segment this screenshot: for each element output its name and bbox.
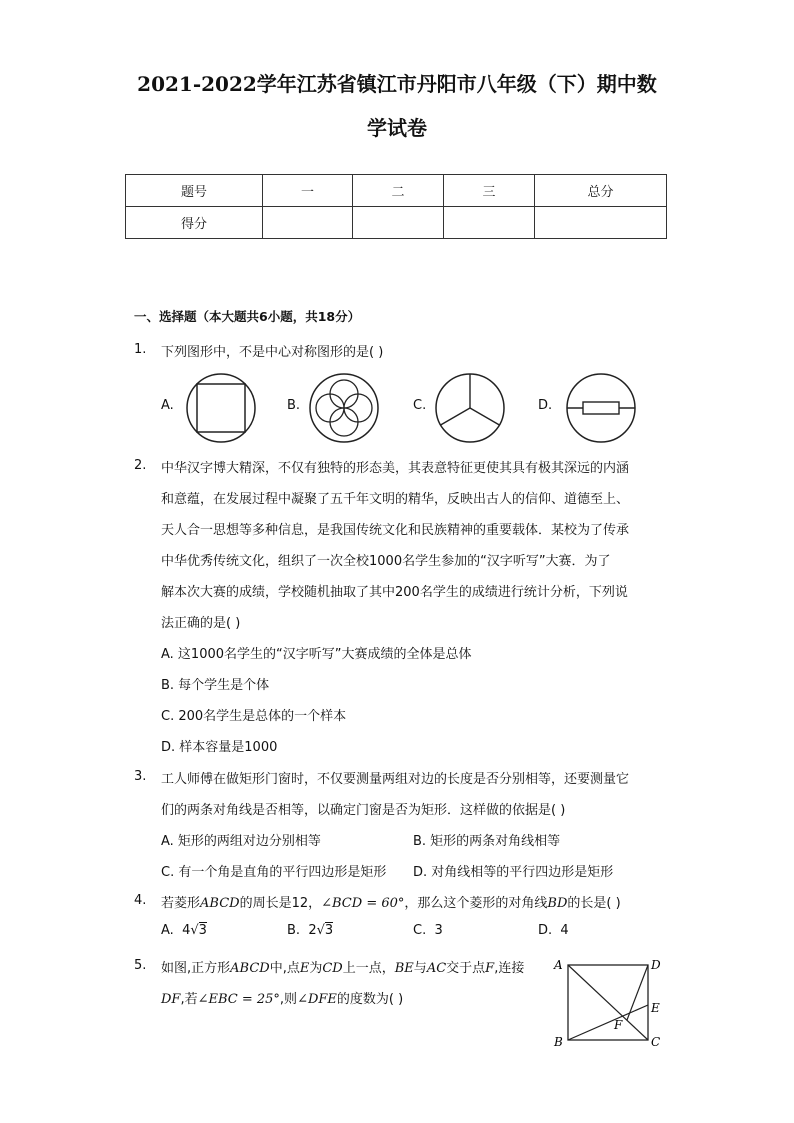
option-d: D. 对角线相等的平行四边形是矩形 bbox=[413, 865, 614, 880]
math-expression: ∠BCD = 60° bbox=[321, 896, 405, 911]
option-label: B. bbox=[287, 923, 301, 938]
stem-text: 的长是( ) bbox=[567, 896, 621, 911]
page-title-line2: 学试卷 bbox=[367, 116, 427, 140]
score-table-header-row bbox=[126, 175, 667, 207]
figure-circle-three-radii bbox=[434, 372, 506, 444]
math-expression: ABCD bbox=[200, 896, 240, 911]
question-text-line: 解本次大赛的成绩，学校随机抽取了其中200名学生的成绩进行统计分析，下列说 bbox=[161, 585, 628, 600]
option-c: C. 200名学生是总体的一个样本 bbox=[161, 709, 347, 724]
math-expression: E bbox=[299, 961, 310, 976]
stem-text: 中,点 bbox=[269, 961, 300, 976]
question-stem bbox=[161, 892, 621, 911]
option-label: D. bbox=[538, 923, 553, 938]
stem-text: ,则 bbox=[279, 992, 298, 1007]
figure-circle-petals bbox=[308, 372, 380, 444]
question-stem: 下列图形中，不是中心对称图形的是( ) bbox=[161, 345, 384, 360]
radicand: 3 bbox=[324, 923, 334, 938]
question-text-line: 们的两条对角线是否相等，以确定门窗是否为矩形．这样做的依据是( ) bbox=[161, 803, 566, 818]
option-value: 4 bbox=[560, 923, 569, 938]
option-label: C. bbox=[413, 923, 427, 938]
figure-circle-square bbox=[185, 372, 257, 444]
vertex-label-b: B bbox=[554, 1035, 563, 1049]
vertex-label-a: A bbox=[554, 958, 563, 972]
stem-text: 为 bbox=[309, 961, 323, 976]
math-expression: F bbox=[485, 961, 495, 976]
section-heading: 一、选择题（本大题共6小题，共18分） bbox=[134, 309, 361, 324]
score-header-cell: 总分 bbox=[535, 175, 667, 207]
score-header-cell: 三 bbox=[444, 175, 535, 207]
point-label-f: F bbox=[614, 1018, 623, 1032]
sqrt-symbol: √ bbox=[316, 923, 325, 938]
score-header-cell: 一 bbox=[263, 175, 353, 207]
question-text-line: 中华优秀传统文化，组织了一次全校1000名学生参加的“汉字听写”大赛．为了 bbox=[161, 554, 611, 569]
question-number: 5. bbox=[134, 958, 147, 973]
math-expression: ∠EBC = 25° bbox=[197, 992, 280, 1007]
question-text-line bbox=[161, 988, 403, 1007]
option-value: 3 bbox=[434, 923, 443, 938]
option-d bbox=[538, 923, 569, 938]
question-number: 1. bbox=[134, 342, 147, 357]
option-label: A. bbox=[161, 923, 174, 938]
score-header-cell: 二 bbox=[353, 175, 444, 207]
question-text-line: 和意蕴，在发展过程中凝聚了五千年文明的精华，反映出古人的信仰、道德至上、 bbox=[161, 492, 630, 507]
sqrt-symbol: √ bbox=[190, 923, 199, 938]
point-label-e: E bbox=[651, 1001, 660, 1015]
figure-circle-rectangle bbox=[565, 372, 637, 444]
score-cell bbox=[444, 207, 535, 239]
option-b: B. 每个学生是个体 bbox=[161, 678, 270, 693]
math-expression: BE bbox=[394, 961, 414, 976]
option-c: C. 有一个角是直角的平行四边形是矩形 bbox=[161, 865, 387, 880]
stem-text: 如图,正方形 bbox=[161, 961, 231, 976]
option-b bbox=[287, 923, 333, 938]
square-figure bbox=[550, 955, 665, 1050]
stem-text: 的周长是12， bbox=[239, 896, 322, 911]
option-d: D. 样本容量是1000 bbox=[161, 740, 278, 755]
math-expression: ABCD bbox=[230, 961, 270, 976]
math-expression: AC bbox=[426, 961, 447, 976]
option-label: D. bbox=[538, 398, 553, 413]
score-header-cell: 题号 bbox=[126, 175, 263, 207]
math-expression: DF bbox=[161, 992, 181, 1007]
question-number: 2. bbox=[134, 458, 147, 473]
score-cell bbox=[535, 207, 667, 239]
math-expression: ∠DFE bbox=[297, 992, 337, 1007]
option-label: B. bbox=[287, 398, 301, 413]
score-table-row bbox=[126, 207, 667, 239]
option-a bbox=[161, 923, 207, 938]
question-number: 4. bbox=[134, 893, 147, 908]
question-text-line: 法正确的是( ) bbox=[161, 616, 241, 631]
score-row-label: 得分 bbox=[126, 207, 263, 239]
question-number: 3. bbox=[134, 769, 147, 784]
stem-text: 的度数为( ) bbox=[336, 992, 404, 1007]
score-table bbox=[125, 174, 667, 239]
coefficient: 2 bbox=[308, 923, 317, 938]
option-b: B. 矩形的两条对角线相等 bbox=[413, 834, 561, 849]
stem-text: 与 bbox=[413, 961, 427, 976]
page-title: 2021-2022学年江苏省镇江市丹阳市八年级（下）期中数 bbox=[137, 72, 657, 96]
stem-text: 交于点 bbox=[446, 961, 486, 976]
score-cell bbox=[353, 207, 444, 239]
coefficient: 4 bbox=[182, 923, 191, 938]
question-text-line: 天人合一思想等多种信息，是我国传统文化和民族精神的重要载体．某校为了传承 bbox=[161, 523, 630, 538]
option-a: A. 这1000名学生的“汉字听写”大赛成绩的全体是总体 bbox=[161, 647, 472, 662]
radicand: 3 bbox=[198, 923, 207, 938]
question-text-line: 中华汉字博大精深，不仅有独特的形态美，其表意特征更使其具有极其深远的内涵 bbox=[161, 461, 630, 476]
stem-text: 上一点， bbox=[342, 961, 395, 976]
option-label: A. bbox=[161, 398, 174, 413]
option-c bbox=[413, 923, 443, 938]
vertex-label-c: C bbox=[651, 1035, 661, 1049]
option-a: A. 矩形的两组对边分别相等 bbox=[161, 834, 321, 849]
stem-text: ,连接 bbox=[494, 961, 525, 976]
vertex-label-d: D bbox=[651, 958, 661, 972]
math-expression: BD bbox=[547, 896, 568, 911]
question-text-line bbox=[161, 957, 524, 976]
score-cell bbox=[263, 207, 353, 239]
stem-text: ,若 bbox=[180, 992, 198, 1007]
math-expression: CD bbox=[322, 961, 343, 976]
stem-text: 若菱形 bbox=[161, 896, 201, 911]
question-text-line: 工人师傅在做矩形门窗时，不仅要测量两组对边的长度是否分别相等，还要测量它 bbox=[161, 772, 630, 787]
option-label: C. bbox=[413, 398, 427, 413]
stem-text: ，那么这个菱形的对角线 bbox=[404, 896, 548, 911]
